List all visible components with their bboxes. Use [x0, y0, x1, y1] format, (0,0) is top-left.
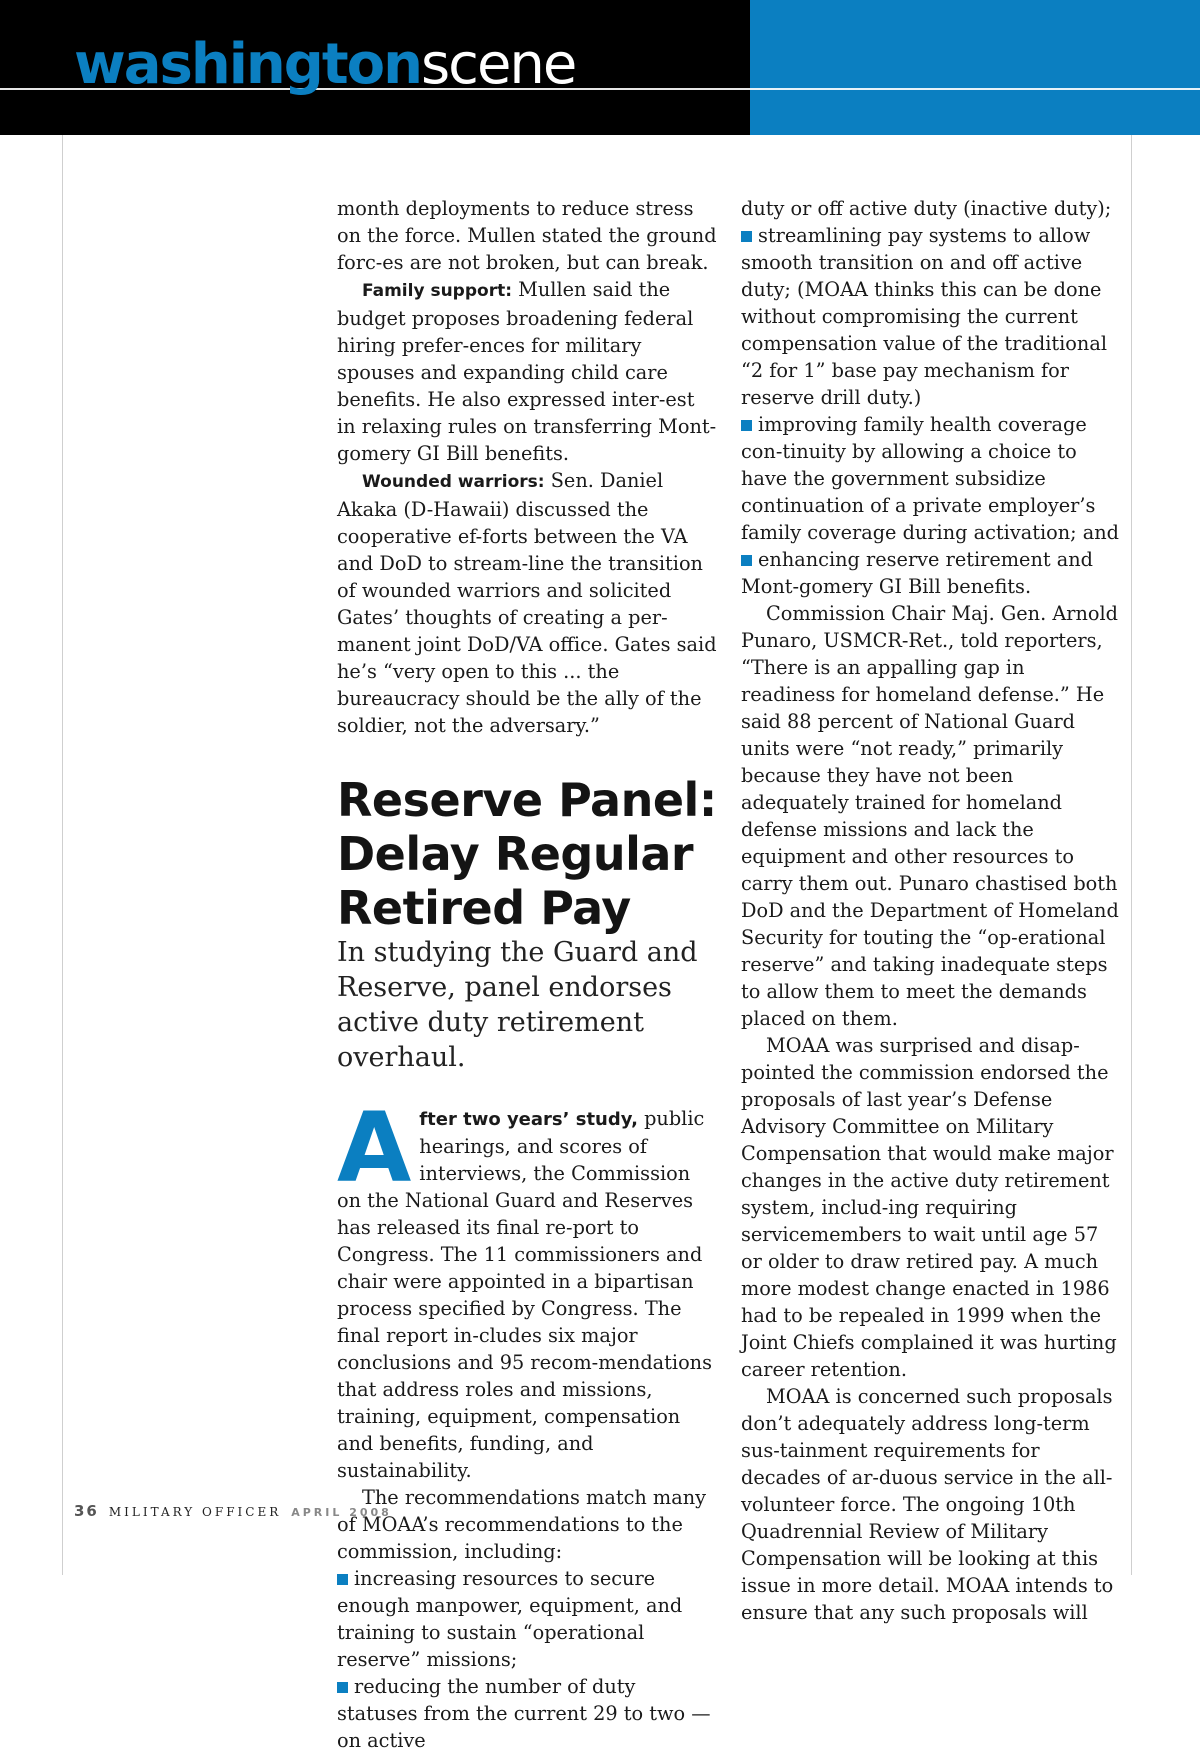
- paragraph-continued: month deployments to reduce stress on the force. Mullen stated the ground forc-es are not broken, but can break.: [337, 197, 717, 274]
- section-title-light: scene: [420, 32, 576, 97]
- section-title-bold: washington: [74, 32, 421, 97]
- list-item: [741, 546, 1123, 600]
- family-support-text: Mullen said the budget proposes broadening federal hiring prefer-ences for military spouses and expanding child care benefits. He also expressed inter-est in relaxing rules on transferring Mont-gomery GI Bill benefits.: [337, 278, 717, 465]
- lead-paragraph: [337, 1092, 719, 1484]
- lead-in: fter two years’ study,: [419, 1109, 638, 1130]
- page-number: 36: [74, 1502, 99, 1520]
- magazine-name: MILITARY OFFICER: [108, 1505, 282, 1519]
- list-item: [337, 1673, 719, 1754]
- list-item: [337, 1565, 719, 1673]
- paragraph-family-support: [337, 276, 719, 467]
- square-bullet-icon: [337, 1574, 348, 1585]
- list-item-text: enhancing reserve retirement and Mont-gomery GI Bill benefits.: [741, 548, 1094, 598]
- paragraph-moaa-concerned: MOAA is concerned such proposals don’t adequately address long-term sus-tainment requirements for decades of ar-duous service in the all-volunteer force. The ongoing 10th Quadrennial Review of Military Compensation will be looking at this issue in more detail. MOAA intends to ensure that any such proposals will: [741, 1385, 1114, 1624]
- square-bullet-icon: [741, 231, 752, 242]
- column-2: [741, 195, 1123, 1626]
- square-bullet-icon: [741, 555, 752, 566]
- list-item-text: reducing the number of duty statuses from the current 29 to two — on active: [337, 1675, 711, 1752]
- runin-wounded-warriors: Wounded warriors:: [362, 472, 545, 492]
- page-footer: [74, 1502, 392, 1520]
- masthead-accent-block: [750, 0, 1200, 135]
- drop-cap: A: [337, 1092, 412, 1204]
- issue-date: APRIL 2008: [291, 1506, 392, 1519]
- wounded-warriors-text: Sen. Daniel Akaka (D-Hawaii) discussed the cooperative ef-forts between the VA and DoD to stream-line the transition of wounded warriors and solicited Gates’ thoughts of creating a per-manent joint DoD/VA office. Gates said he’s “very open to this ... the bureaucracy should be the ally of the soldier, not the adversary.”: [337, 469, 717, 737]
- list-item-text: streamlining pay systems to allow smooth transition on and off active duty; (MOAA thinks this can be done without compromising the current compensation value of the traditional “2 for 1” base pay mechanism for reserve drill duty.): [741, 224, 1107, 409]
- right-margin-rule: [1131, 135, 1132, 1575]
- lead-text: public hearings, and scores of interviews, the Commission on the National Guard and Reserves has released its final re-port to Congress. The 11 commissioners and chair were appointed in a bipartisan process specified by Congress. The final report in-cludes six major conclusions and 95 recom-mendations that address roles and missions, training, equipment, compensation and benefits, funding, and sustainability.: [337, 1107, 712, 1482]
- article-deck: In studying the Guard and Reserve, panel endorses active duty retirement overhaul.: [337, 937, 698, 1073]
- article-headline: Reserve Panel: Delay Regular Retired Pay: [337, 773, 717, 935]
- square-bullet-icon: [741, 420, 752, 431]
- list-item: [741, 222, 1123, 411]
- runin-family-support: Family support:: [362, 281, 513, 301]
- paragraph-recommendations: The recommendations match many of MOAA’s recommendations to the commission, including:: [337, 1486, 707, 1563]
- list-item: [741, 411, 1123, 546]
- paragraph-continued: duty or off active duty (inactive duty);: [741, 197, 1112, 220]
- paragraph-punaro: Commission Chair Maj. Gen. Arnold Punaro, USMCR-Ret., told reporters, “There is an appalling gap in readiness for homeland defense.” He said 88 percent of National Guard units were “not ready,” primarily because they have not been adequately trained for homeland defense missions and lack the equipment and other resources to carry them out. Punaro chastised both DoD and the Department of Homeland Security for touting the “op-erational reserve” and taking inadequate steps to allow them to meet the demands placed on them.: [741, 602, 1119, 1030]
- paragraph-wounded-warriors: [337, 467, 719, 739]
- list-item-text: improving family health coverage con-tinuity by allowing a choice to have the government subsidize continuation of a private employer’s family coverage during activation; and: [741, 413, 1120, 544]
- left-margin-rule: [62, 135, 63, 1575]
- column-1: [337, 195, 719, 1754]
- paragraph-moaa-surprised: MOAA was surprised and disap-pointed the commission endorsed the proposals of last year’s Defense Advisory Committee on Military Compensation that would make major changes in the active duty retirement system, includ-ing requiring servicemembers to wait until age 57 or older to draw retired pay. A much more modest change enacted in 1986 had to be repealed in 1999 when the Joint Chiefs complained it was hurting career retention.: [741, 1034, 1117, 1381]
- list-item-text: increasing resources to secure enough manpower, equipment, and training to sustain “operational reserve” missions;: [337, 1567, 683, 1671]
- square-bullet-icon: [337, 1682, 348, 1693]
- section-title: [74, 30, 575, 100]
